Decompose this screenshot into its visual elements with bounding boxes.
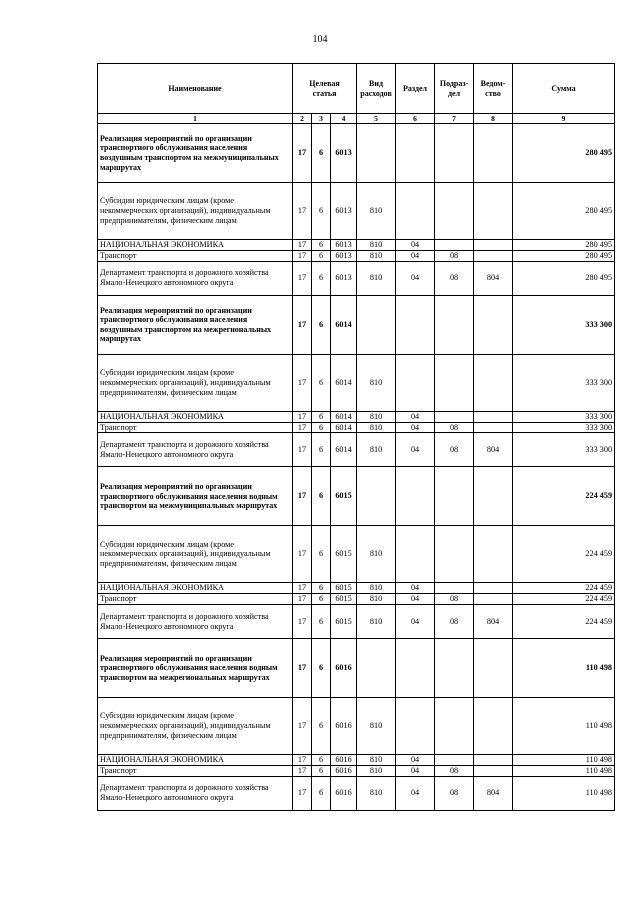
- table-row: [98, 433, 615, 467]
- cell-sum: 224 459: [513, 605, 615, 639]
- cell-section: [396, 526, 435, 583]
- cell-subsection: [435, 354, 474, 411]
- cell-subsection: [435, 124, 474, 183]
- cell-sum: 110 498: [513, 776, 615, 810]
- table-row: [98, 422, 615, 433]
- cell-sum: 333 300: [513, 411, 615, 422]
- cell-subsection: 08: [435, 261, 474, 295]
- cell-department: [474, 526, 513, 583]
- cell-section: 04: [396, 422, 435, 433]
- cell-sum: 110 498: [513, 755, 615, 766]
- cell-department: [474, 765, 513, 776]
- cell-target-article-part-3: 6015: [331, 605, 357, 639]
- cell-target-article-part-1: 17: [293, 526, 312, 583]
- cell-target-article-part-1: 17: [293, 433, 312, 467]
- cell-sum: 280 495: [513, 183, 615, 240]
- cell-subsection: 08: [435, 594, 474, 605]
- table-row: [98, 698, 615, 755]
- cell-sum: 333 300: [513, 354, 615, 411]
- col-number: 6: [396, 114, 435, 124]
- cell-expense-type: [357, 467, 396, 526]
- cell-expense-type: 810: [357, 594, 396, 605]
- cell-department: [474, 240, 513, 251]
- cell-subsection: 08: [435, 605, 474, 639]
- cell-target-article-part-1: 17: [293, 124, 312, 183]
- cell-target-article-part-1: 17: [293, 354, 312, 411]
- cell-target-article-part-2: 6: [312, 261, 331, 295]
- cell-department: [474, 583, 513, 594]
- cell-target-article-part-2: 6: [312, 250, 331, 261]
- cell-target-article-part-3: 6015: [331, 526, 357, 583]
- cell-row-name: НАЦИОНАЛЬНАЯ ЭКОНОМИКА: [98, 583, 293, 594]
- cell-target-article-part-2: 6: [312, 698, 331, 755]
- cell-target-article-part-1: 17: [293, 639, 312, 698]
- cell-expense-type: 810: [357, 583, 396, 594]
- cell-target-article-part-2: 6: [312, 639, 331, 698]
- cell-department: [474, 467, 513, 526]
- cell-row-name: НАЦИОНАЛЬНАЯ ЭКОНОМИКА: [98, 411, 293, 422]
- cell-target-article-part-1: 17: [293, 594, 312, 605]
- cell-expense-type: [357, 639, 396, 698]
- table-row: [98, 583, 615, 594]
- cell-department: [474, 698, 513, 755]
- cell-row-name: Департамент транспорта и дорожного хозяйства Ямало-Ненецкого автономного округа: [98, 433, 293, 467]
- col-number: 1: [98, 114, 293, 124]
- cell-sum: 224 459: [513, 594, 615, 605]
- cell-section: [396, 698, 435, 755]
- cell-sum: 110 498: [513, 698, 615, 755]
- cell-row-name: Департамент транспорта и дорожного хозяйства Ямало-Ненецкого автономного округа: [98, 605, 293, 639]
- cell-department: [474, 124, 513, 183]
- col-number: 2: [293, 114, 312, 124]
- cell-subsection: 08: [435, 776, 474, 810]
- cell-sum: 333 300: [513, 295, 615, 354]
- cell-target-article-part-1: 17: [293, 240, 312, 251]
- cell-subsection: [435, 698, 474, 755]
- cell-expense-type: 810: [357, 183, 396, 240]
- cell-subsection: [435, 583, 474, 594]
- table-header-row: [98, 64, 615, 114]
- cell-target-article-part-1: 17: [293, 422, 312, 433]
- cell-target-article-part-3: 6013: [331, 183, 357, 240]
- cell-subsection: [435, 526, 474, 583]
- cell-department: 804: [474, 776, 513, 810]
- table-row: [98, 594, 615, 605]
- cell-target-article-part-1: 17: [293, 411, 312, 422]
- table-row: [98, 605, 615, 639]
- table-row: [98, 526, 615, 583]
- cell-target-article-part-3: 6014: [331, 411, 357, 422]
- cell-subsection: [435, 295, 474, 354]
- cell-target-article-part-3: 6016: [331, 776, 357, 810]
- cell-target-article-part-3: 6013: [331, 124, 357, 183]
- cell-target-article-part-2: 6: [312, 295, 331, 354]
- cell-target-article-part-2: 6: [312, 411, 331, 422]
- cell-subsection: [435, 183, 474, 240]
- cell-subsection: 08: [435, 422, 474, 433]
- cell-target-article-part-2: 6: [312, 183, 331, 240]
- cell-target-article-part-1: 17: [293, 755, 312, 766]
- table-row: [98, 183, 615, 240]
- cell-department: [474, 183, 513, 240]
- cell-row-name: Департамент транспорта и дорожного хозяйства Ямало-Ненецкого автономного округа: [98, 261, 293, 295]
- table-row: [98, 411, 615, 422]
- cell-section: 04: [396, 605, 435, 639]
- cell-department: 804: [474, 261, 513, 295]
- cell-sum: 333 300: [513, 433, 615, 467]
- col-number: 7: [435, 114, 474, 124]
- cell-department: 804: [474, 605, 513, 639]
- cell-target-article-part-1: 17: [293, 765, 312, 776]
- cell-target-article-part-3: 6013: [331, 240, 357, 251]
- column-number-row: [98, 114, 615, 124]
- cell-department: [474, 422, 513, 433]
- cell-row-name: Транспорт: [98, 422, 293, 433]
- cell-department: [474, 639, 513, 698]
- cell-section: 04: [396, 240, 435, 251]
- cell-row-name: Транспорт: [98, 765, 293, 776]
- cell-row-name: Реализация мероприятий по организации транспортного обслуживания населения воздушным транспортом на межрегиональных маршрутах: [98, 295, 293, 354]
- col-number: 3: [312, 114, 331, 124]
- cell-section: [396, 354, 435, 411]
- cell-section: 04: [396, 250, 435, 261]
- cell-department: [474, 354, 513, 411]
- header-target-article: Целевая статья: [293, 64, 357, 114]
- table-row: [98, 261, 615, 295]
- cell-subsection: 08: [435, 765, 474, 776]
- table-row: [98, 354, 615, 411]
- cell-target-article-part-1: 17: [293, 261, 312, 295]
- cell-target-article-part-1: 17: [293, 776, 312, 810]
- cell-row-name: Субсидии юридическим лицам (кроме некоммерческих организаций), индивидуальным предпринимателям, физическим лицам: [98, 183, 293, 240]
- table-body: [98, 124, 615, 811]
- cell-expense-type: 810: [357, 698, 396, 755]
- cell-target-article-part-3: 6014: [331, 354, 357, 411]
- cell-department: 804: [474, 433, 513, 467]
- cell-sum: 110 498: [513, 639, 615, 698]
- cell-section: 04: [396, 583, 435, 594]
- cell-row-name: НАЦИОНАЛЬНАЯ ЭКОНОМИКА: [98, 755, 293, 766]
- cell-row-name: Реализация мероприятий по организации транспортного обслуживания населения водным транспортом на межрегиональных маршрутах: [98, 639, 293, 698]
- cell-sum: 280 495: [513, 261, 615, 295]
- table-row: [98, 467, 615, 526]
- cell-subsection: [435, 639, 474, 698]
- cell-target-article-part-2: 6: [312, 422, 331, 433]
- cell-target-article-part-1: 17: [293, 583, 312, 594]
- table-row: [98, 639, 615, 698]
- cell-target-article-part-2: 6: [312, 583, 331, 594]
- cell-department: [474, 594, 513, 605]
- cell-target-article-part-2: 6: [312, 594, 331, 605]
- cell-target-article-part-2: 6: [312, 605, 331, 639]
- cell-sum: 280 495: [513, 124, 615, 183]
- cell-sum: 110 498: [513, 765, 615, 776]
- cell-target-article-part-3: 6016: [331, 755, 357, 766]
- cell-section: [396, 295, 435, 354]
- cell-expense-type: 810: [357, 250, 396, 261]
- cell-expense-type: [357, 124, 396, 183]
- page-number: 104: [312, 34, 328, 45]
- cell-subsection: 08: [435, 250, 474, 261]
- header-name: Наименование: [98, 64, 293, 114]
- cell-row-name: Транспорт: [98, 594, 293, 605]
- cell-sum: 224 459: [513, 583, 615, 594]
- cell-target-article-part-3: 6015: [331, 594, 357, 605]
- cell-department: [474, 250, 513, 261]
- cell-section: [396, 183, 435, 240]
- cell-department: [474, 411, 513, 422]
- cell-section: 04: [396, 261, 435, 295]
- cell-expense-type: 810: [357, 411, 396, 422]
- cell-target-article-part-2: 6: [312, 433, 331, 467]
- cell-subsection: 08: [435, 433, 474, 467]
- cell-target-article-part-2: 6: [312, 467, 331, 526]
- cell-expense-type: 810: [357, 755, 396, 766]
- cell-target-article-part-1: 17: [293, 183, 312, 240]
- header-department: Ведом- ство: [474, 64, 513, 114]
- cell-expense-type: 810: [357, 776, 396, 810]
- col-number: 9: [513, 114, 615, 124]
- cell-target-article-part-2: 6: [312, 124, 331, 183]
- table-row: [98, 765, 615, 776]
- cell-section: 04: [396, 776, 435, 810]
- cell-subsection: [435, 755, 474, 766]
- budget-table: [97, 63, 615, 811]
- cell-expense-type: 810: [357, 354, 396, 411]
- cell-row-name: Транспорт: [98, 250, 293, 261]
- cell-subsection: [435, 411, 474, 422]
- cell-target-article-part-2: 6: [312, 526, 331, 583]
- cell-target-article-part-3: 6015: [331, 583, 357, 594]
- table-row: [98, 240, 615, 251]
- cell-expense-type: 810: [357, 526, 396, 583]
- cell-target-article-part-3: 6013: [331, 261, 357, 295]
- cell-row-name: Субсидии юридическим лицам (кроме некоммерческих организаций), индивидуальным предпринимателям, физическим лицам: [98, 698, 293, 755]
- cell-target-article-part-1: 17: [293, 605, 312, 639]
- table-row: [98, 755, 615, 766]
- cell-target-article-part-2: 6: [312, 765, 331, 776]
- col-number: 5: [357, 114, 396, 124]
- cell-row-name: Реализация мероприятий по организации транспортного обслуживания населения водным транспортом на межмуниципальных маршрутах: [98, 467, 293, 526]
- cell-expense-type: 810: [357, 433, 396, 467]
- cell-expense-type: 810: [357, 765, 396, 776]
- cell-section: 04: [396, 755, 435, 766]
- cell-subsection: [435, 467, 474, 526]
- cell-target-article-part-3: 6013: [331, 250, 357, 261]
- cell-target-article-part-1: 17: [293, 467, 312, 526]
- cell-section: 04: [396, 411, 435, 422]
- table-row: [98, 295, 615, 354]
- cell-section: [396, 467, 435, 526]
- cell-row-name: Департамент транспорта и дорожного хозяйства Ямало-Ненецкого автономного округа: [98, 776, 293, 810]
- cell-sum: 333 300: [513, 422, 615, 433]
- cell-target-article-part-3: 6016: [331, 765, 357, 776]
- cell-sum: 280 495: [513, 240, 615, 251]
- cell-section: [396, 124, 435, 183]
- cell-target-article-part-2: 6: [312, 354, 331, 411]
- cell-expense-type: 810: [357, 605, 396, 639]
- cell-section: 04: [396, 594, 435, 605]
- header-sum: Сумма: [513, 64, 615, 114]
- cell-target-article-part-2: 6: [312, 776, 331, 810]
- cell-sum: 280 495: [513, 250, 615, 261]
- cell-target-article-part-3: 6016: [331, 639, 357, 698]
- cell-department: [474, 755, 513, 766]
- col-number: 4: [331, 114, 357, 124]
- cell-row-name: Субсидии юридическим лицам (кроме некоммерческих организаций), индивидуальным предпринимателям, физическим лицам: [98, 354, 293, 411]
- cell-row-name: НАЦИОНАЛЬНАЯ ЭКОНОМИКА: [98, 240, 293, 251]
- cell-subsection: [435, 240, 474, 251]
- cell-expense-type: 810: [357, 261, 396, 295]
- header-section: Раздел: [396, 64, 435, 114]
- cell-expense-type: 810: [357, 422, 396, 433]
- cell-row-name: Реализация мероприятий по организации транспортного обслуживания населения воздушным транспортом на межмуниципальных маршрутах: [98, 124, 293, 183]
- table-row: [98, 250, 615, 261]
- cell-target-article-part-3: 6015: [331, 467, 357, 526]
- table-row: [98, 124, 615, 183]
- cell-target-article-part-3: 6014: [331, 433, 357, 467]
- cell-target-article-part-1: 17: [293, 295, 312, 354]
- cell-department: [474, 295, 513, 354]
- table-row: [98, 776, 615, 810]
- col-number: 8: [474, 114, 513, 124]
- cell-target-article-part-1: 17: [293, 250, 312, 261]
- cell-target-article-part-3: 6014: [331, 295, 357, 354]
- cell-row-name: Субсидии юридическим лицам (кроме некоммерческих организаций), индивидуальным предпринимателям, физическим лицам: [98, 526, 293, 583]
- cell-sum: 224 459: [513, 467, 615, 526]
- cell-sum: 224 459: [513, 526, 615, 583]
- cell-target-article-part-1: 17: [293, 698, 312, 755]
- cell-section: 04: [396, 765, 435, 776]
- cell-target-article-part-3: 6016: [331, 698, 357, 755]
- cell-expense-type: 810: [357, 240, 396, 251]
- cell-target-article-part-2: 6: [312, 755, 331, 766]
- cell-target-article-part-2: 6: [312, 240, 331, 251]
- header-subsection: Подраз- дел: [435, 64, 474, 114]
- cell-expense-type: [357, 295, 396, 354]
- cell-target-article-part-3: 6014: [331, 422, 357, 433]
- cell-section: 04: [396, 433, 435, 467]
- cell-section: [396, 639, 435, 698]
- header-expense-type: Вид расходов: [357, 64, 396, 114]
